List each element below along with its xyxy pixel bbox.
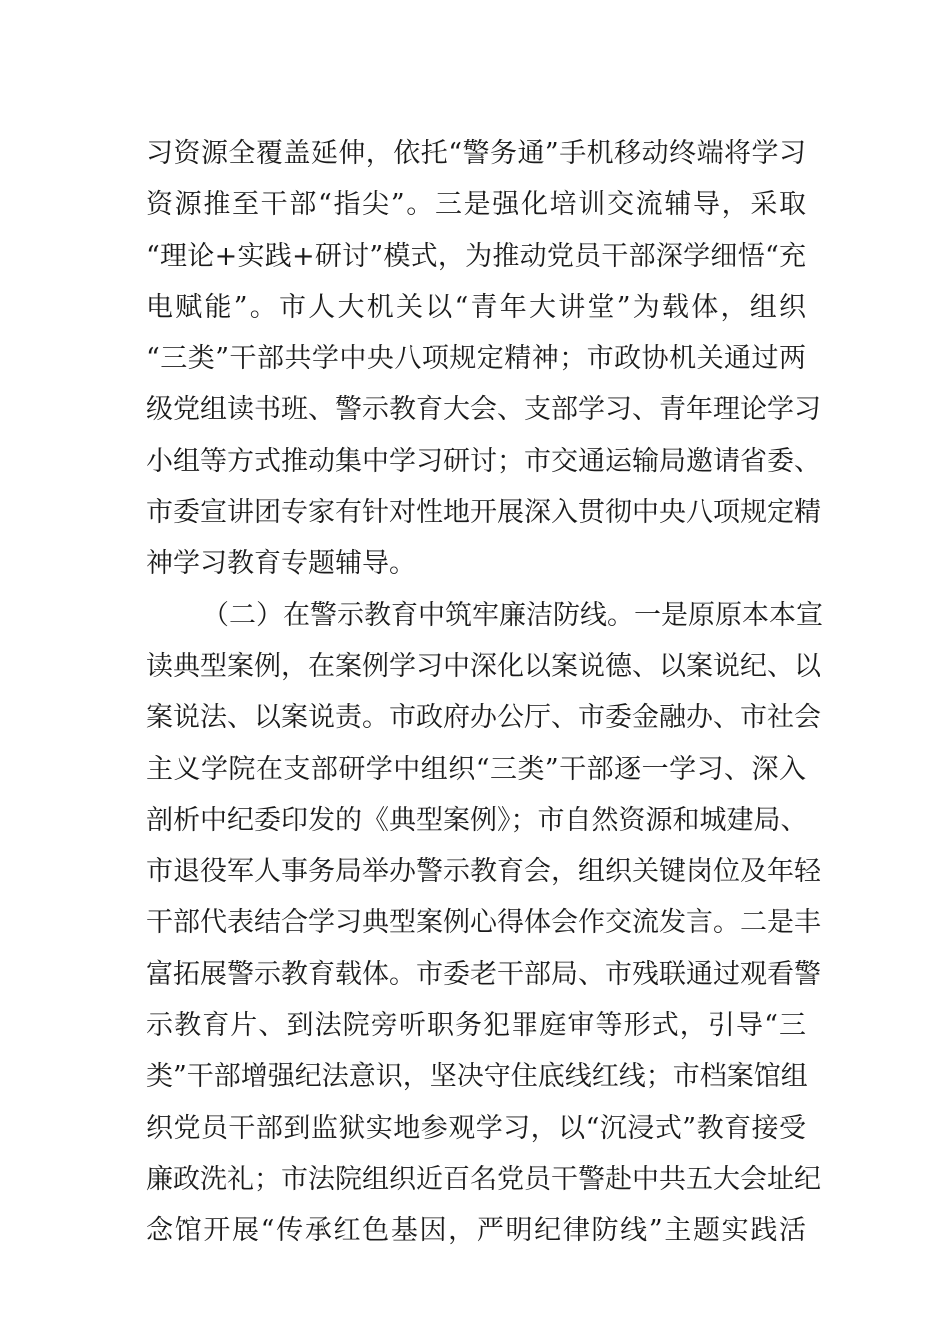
text-line: 读典型案例，在案例学习中深化以案说德、以案说纪、以 (146, 650, 821, 682)
text-line: 念馆开展“传承红色基因，严明纪律防线”主题实践活 (146, 1215, 806, 1247)
document-body (146, 128, 823, 1257)
text-line: 级党组读书班、警示教育大会、支部学习、青年理论学习 (146, 394, 821, 426)
text-line: 富拓展警示教育载体。市委老干部局、市残联通过观看警 (146, 958, 821, 990)
text-line: “理论+实践+研讨”模式，为推动党员干部深学细悟“充 (146, 240, 806, 272)
text-line: 小组等方式推动集中学习研讨；市交通运输局邀请省委、 (146, 445, 821, 477)
text-line: “三类”干部共学中央八项规定精神；市政协机关通过两 (146, 343, 806, 375)
text-line: 示教育片、到法院旁听职务犯罪庭审等形式，引导“三 (146, 1010, 806, 1042)
text-line: 干部代表结合学习典型案例心得体会作交流发言。二是丰 (146, 907, 821, 939)
text-line: 剖析中纪委印发的《典型案例》；市自然资源和城建局、 (146, 804, 808, 836)
text-line: 类”干部增强纪法意识，坚决守住底线红线；市档案馆组 (146, 1061, 808, 1093)
text-line: 廉政洗礼；市法院组织近百名党员干警赴中共五大会址纪 (146, 1163, 821, 1195)
text-line: 电赋能”。市人大机关以“青年大讲堂”为载体，组织 (146, 291, 806, 323)
paragraph-last-line: 神学习教育专题辅导。 (146, 548, 416, 580)
text-line: 资源推至干部“指尖”。三是强化培训交流辅导，采取 (146, 189, 806, 221)
text-line: 市委宣讲团专家有针对性地开展深入贯彻中央八项规定精 (146, 497, 821, 529)
text-line: 案说法、以案说责。市政府办公厅、市委金融办、市社会 (146, 702, 821, 734)
section-heading-line: （二）在警示教育中筑牢廉洁防线。一是原原本本宣 (202, 599, 823, 631)
text-line: 习资源全覆盖延伸，依托“警务通”手机移动终端将学习 (146, 138, 806, 169)
text-line: 市退役军人事务局举办警示教育会，组织关键岗位及年轻 (146, 856, 821, 888)
text-line: 织党员干部到监狱实地参观学习，以“沉浸式”教育接受 (146, 1112, 806, 1144)
text-line: 主义学院在支部研学中组织“三类”干部逐一学习、深入 (146, 753, 806, 785)
